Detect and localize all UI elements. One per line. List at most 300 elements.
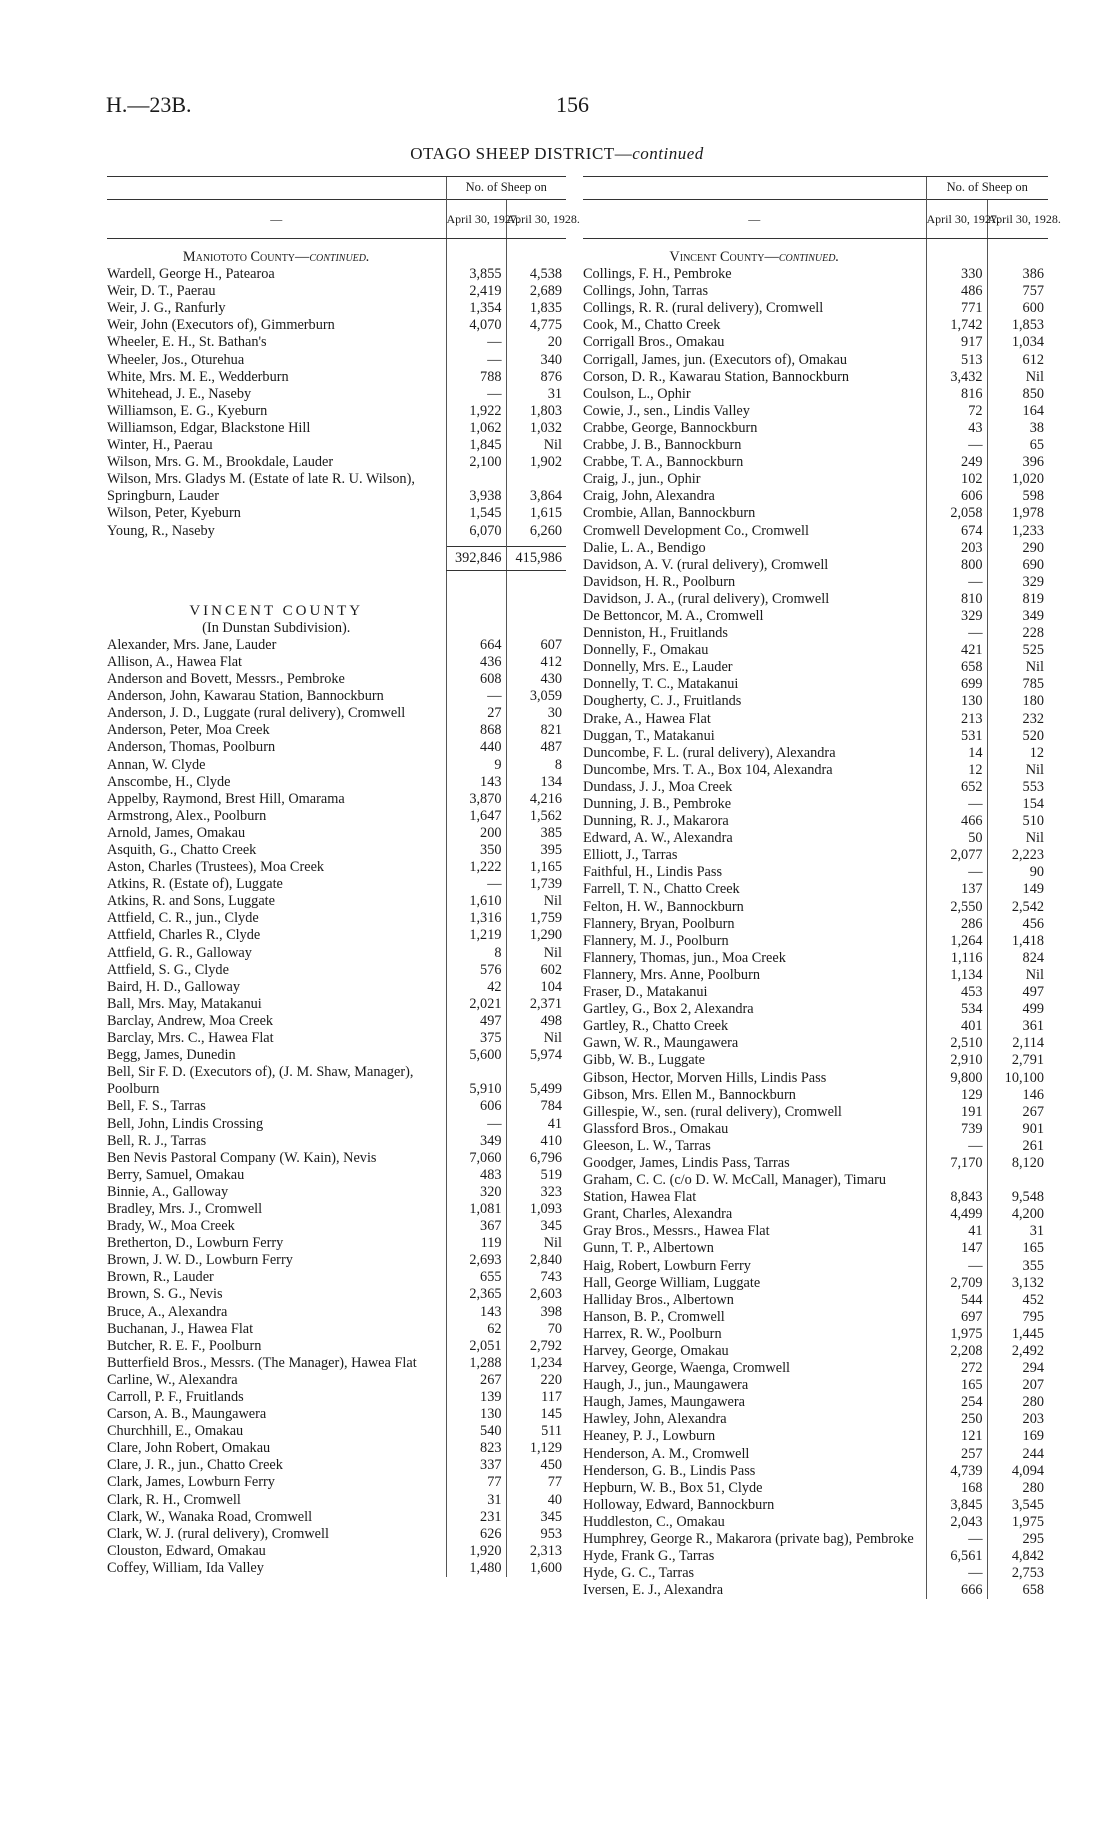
county-heading-vincent-continued-row bbox=[583, 245, 1048, 266]
table-row bbox=[583, 1275, 1048, 1292]
sheep-1928: Nil bbox=[987, 659, 1048, 676]
owner-name: Attfield, C. R., jun., Clyde bbox=[107, 910, 259, 927]
sheep-1927: — bbox=[446, 334, 506, 351]
owner-name: Donnelly, F., Omakau bbox=[583, 642, 709, 659]
owner-name: Clouston, Edward, Omakau bbox=[107, 1542, 266, 1559]
sheep-1927: 4,070 bbox=[446, 317, 506, 334]
sheep-1927: 2,693 bbox=[446, 1252, 506, 1269]
table-row bbox=[583, 642, 1048, 659]
sheep-1927: 14 bbox=[926, 745, 987, 762]
sheep-1928: 386 bbox=[987, 266, 1048, 283]
table-row bbox=[107, 1457, 566, 1474]
table-row bbox=[107, 1389, 566, 1406]
owner-name: Wheeler, Jos., Oturehua bbox=[107, 351, 245, 368]
sheep-1927: 2,910 bbox=[926, 1052, 987, 1069]
table-row bbox=[583, 1223, 1048, 1240]
owner-name: Crabbe, T. A., Bannockburn bbox=[583, 454, 744, 471]
sheep-1928: 1,978 bbox=[987, 505, 1048, 522]
sheep-1927: — bbox=[446, 1116, 506, 1133]
sheep-1927: 1,219 bbox=[446, 927, 506, 944]
table-row bbox=[107, 876, 566, 893]
table-row bbox=[107, 523, 566, 540]
owner-name: Hyde, G. C., Tarras bbox=[583, 1565, 695, 1582]
table-row bbox=[583, 1360, 1048, 1377]
sheep-1927: 50 bbox=[926, 830, 987, 847]
county-total-row bbox=[107, 546, 566, 570]
sheep-1927: 330 bbox=[926, 266, 987, 283]
sheep-1928: 410 bbox=[506, 1133, 566, 1150]
owner-name: Dundass, J. J., Moa Creek bbox=[583, 778, 733, 795]
sheep-1927: 513 bbox=[926, 352, 987, 369]
sheep-1927: 421 bbox=[926, 642, 987, 659]
sheep-1927: 3,855 bbox=[446, 266, 506, 283]
sheep-1927: 2,051 bbox=[446, 1338, 506, 1355]
table-row bbox=[583, 796, 1048, 813]
sheep-1928: 876 bbox=[506, 369, 566, 386]
owner-name: Wilson, Peter, Kyeburn bbox=[107, 505, 241, 522]
table-row bbox=[107, 1286, 566, 1303]
sheep-count-header: No. of Sheep on bbox=[446, 177, 566, 200]
owner-name: Clark, James, Lowburn Ferry bbox=[107, 1474, 275, 1491]
sheep-1928: 323 bbox=[506, 1184, 566, 1201]
sheep-1927: 286 bbox=[926, 916, 987, 933]
table-row bbox=[583, 1480, 1048, 1497]
empty-cell bbox=[446, 570, 506, 593]
table-row bbox=[583, 984, 1048, 1001]
column-header-1928: April 30, 1928. bbox=[506, 200, 566, 239]
owner-name: Felton, H. W., Bannockburn bbox=[583, 898, 744, 915]
sheep-1928: 3,059 bbox=[506, 688, 566, 705]
owner-name: Davidson, H. R., Poolburn bbox=[583, 573, 736, 590]
spacer-row bbox=[107, 570, 566, 593]
owner-name: Huddleston, C., Omakau bbox=[583, 1513, 725, 1530]
owner-name: Gibb, W. B., Luggate bbox=[583, 1052, 705, 1069]
sheep-1928: 1,803 bbox=[506, 403, 566, 420]
empty-cell bbox=[446, 593, 506, 620]
table-row bbox=[583, 283, 1048, 300]
owner-name: Hyde, Frank G., Tarras bbox=[583, 1548, 715, 1565]
sheep-1928: 6,796 bbox=[506, 1150, 566, 1167]
sheep-1928: 602 bbox=[506, 962, 566, 979]
county-heading-maniototo bbox=[107, 245, 446, 266]
owner-name: Elliott, J., Tarras bbox=[583, 847, 678, 864]
sheep-1927: — bbox=[446, 688, 506, 705]
sheep-1927: 2,021 bbox=[446, 996, 506, 1013]
sheep-1928: 1,562 bbox=[506, 808, 566, 825]
table-row bbox=[583, 1463, 1048, 1480]
sheep-1927: 267 bbox=[446, 1372, 506, 1389]
sheep-1927: 2,510 bbox=[926, 1035, 987, 1052]
owner-name: Appelby, Raymond, Brest Hill, Omarama bbox=[107, 790, 345, 807]
sheep-1928: 117 bbox=[506, 1389, 566, 1406]
table-row bbox=[583, 847, 1048, 864]
sheep-1928: 498 bbox=[506, 1013, 566, 1030]
sheep-1928: 598 bbox=[987, 488, 1048, 505]
table-row bbox=[107, 927, 566, 944]
table-row bbox=[583, 1001, 1048, 1018]
sheep-1927: 350 bbox=[446, 842, 506, 859]
sheep-1927: 121 bbox=[926, 1428, 987, 1445]
county-heading-maniototo-text: Maniototo County— bbox=[182, 249, 310, 265]
sheep-1928: 244 bbox=[987, 1446, 1048, 1463]
owner-name: Churchhill, E., Omakau bbox=[107, 1423, 244, 1440]
sheep-1928: 38 bbox=[987, 420, 1048, 437]
owner-name: Hall, George William, Luggate bbox=[583, 1274, 761, 1291]
owner-name: Dunning, J. B., Pembroke bbox=[583, 796, 732, 812]
sheep-1927: 1,647 bbox=[446, 808, 506, 825]
table-row bbox=[107, 637, 566, 654]
sheep-1927: — bbox=[926, 437, 987, 454]
owner-name: Henderson, G. B., Lindis Pass bbox=[583, 1462, 756, 1479]
sheep-1927: 608 bbox=[446, 671, 506, 688]
owner-name: Anderson, Peter, Moa Creek bbox=[107, 722, 270, 739]
sheep-1928: 385 bbox=[506, 825, 566, 842]
table-row bbox=[107, 386, 566, 403]
table-row bbox=[583, 352, 1048, 369]
owner-name: Allison, A., Hawea Flat bbox=[107, 653, 243, 670]
table-row bbox=[107, 1047, 566, 1064]
sheep-1927: 272 bbox=[926, 1360, 987, 1377]
county-heading-vincent-continued-suffix: continued. bbox=[778, 249, 840, 265]
table-row bbox=[107, 757, 566, 774]
sheep-1928: 169 bbox=[987, 1428, 1048, 1445]
sheep-1928: Nil bbox=[987, 830, 1048, 847]
table-row bbox=[583, 1446, 1048, 1463]
sheep-1927: 823 bbox=[446, 1440, 506, 1457]
owner-name: Gleeson, L. W., Tarras bbox=[583, 1137, 711, 1154]
sheep-1927: 12 bbox=[926, 762, 987, 779]
sheep-1927: 486 bbox=[926, 283, 987, 300]
owner-name: Clare, John Robert, Omakau bbox=[107, 1440, 271, 1457]
county-subheading bbox=[107, 620, 446, 637]
table-row bbox=[107, 352, 566, 369]
sheep-1928: 2,753 bbox=[987, 1565, 1048, 1582]
table-row bbox=[107, 1098, 566, 1115]
sheep-1928: 4,200 bbox=[987, 1206, 1048, 1223]
table-row bbox=[583, 1428, 1048, 1445]
owner-name: White, Mrs. M. E., Wedderburn bbox=[107, 368, 289, 385]
owner-name: Hepburn, W. B., Box 51, Clyde bbox=[583, 1479, 763, 1496]
sheep-1928: 146 bbox=[987, 1087, 1048, 1104]
owner-name: Heaney, P. J., Lowburn bbox=[583, 1428, 716, 1445]
owner-name: Binnie, A., Galloway bbox=[107, 1183, 229, 1200]
sheep-1928: 1,290 bbox=[506, 927, 566, 944]
owner-name: Attfield, S. G., Clyde bbox=[107, 961, 229, 978]
owner-name: Graham, C. C. (c/o D. W. McCall, Manager), Timaru Station, Hawea Flat bbox=[583, 1172, 886, 1206]
sheep-1927: 4,499 bbox=[926, 1206, 987, 1223]
table-row bbox=[107, 825, 566, 842]
county-heading-vincent-row bbox=[107, 593, 566, 620]
sheep-1928: 757 bbox=[987, 283, 1048, 300]
owner-name: Wardell, George H., Patearoa bbox=[107, 266, 275, 283]
sheep-1928: 412 bbox=[506, 654, 566, 671]
owner-name: Flannery, M. J., Poolburn bbox=[583, 932, 729, 949]
empty-cell bbox=[987, 245, 1048, 266]
sheep-1927: 1,222 bbox=[446, 859, 506, 876]
sheep-1927: 453 bbox=[926, 984, 987, 1001]
table-row bbox=[107, 688, 566, 705]
table-row bbox=[583, 300, 1048, 317]
table-row bbox=[107, 1150, 566, 1167]
owner-name: Collings, F. H., Pembroke bbox=[583, 266, 732, 283]
table-row bbox=[583, 1240, 1048, 1257]
sheep-1927: 7,170 bbox=[926, 1155, 987, 1172]
owner-name: Harrex, R. W., Poolburn bbox=[583, 1325, 722, 1342]
owner-name: Fraser, D., Matakanui bbox=[583, 984, 708, 1001]
owner-name: Gibson, Hector, Morven Hills, Lindis Pass bbox=[583, 1069, 827, 1086]
name-column-header: — bbox=[583, 200, 926, 239]
table-row bbox=[583, 1548, 1048, 1565]
owner-name: Anderson, John, Kawarau Station, Bannockburn bbox=[107, 688, 384, 705]
owner-name: Drake, A., Hawea Flat bbox=[583, 710, 711, 727]
table-row bbox=[107, 1372, 566, 1389]
sheep-1927: 129 bbox=[926, 1087, 987, 1104]
sheep-1928: 1,902 bbox=[506, 454, 566, 471]
sheep-1927: 606 bbox=[926, 488, 987, 505]
sheep-1927: 436 bbox=[446, 654, 506, 671]
empty-cell bbox=[926, 245, 987, 266]
table-row bbox=[583, 505, 1048, 522]
sheep-1928: 280 bbox=[987, 1480, 1048, 1497]
sheep-1927: 3,845 bbox=[926, 1497, 987, 1514]
sheep-1927: 147 bbox=[926, 1240, 987, 1257]
owner-name: Duncombe, F. L. (rural delivery), Alexandra bbox=[583, 744, 836, 761]
sheep-1927: 810 bbox=[926, 591, 987, 608]
owner-name: Halliday Bros., Albertown bbox=[583, 1291, 734, 1308]
owner-name: Gray Bros., Messrs., Hawea Flat bbox=[583, 1223, 770, 1240]
owner-name: Weir, D. T., Paerau bbox=[107, 283, 216, 300]
sheep-1927: 213 bbox=[926, 711, 987, 728]
table-row bbox=[107, 1543, 566, 1560]
owner-name: Berry, Samuel, Omakau bbox=[107, 1166, 245, 1183]
sheep-1928: 510 bbox=[987, 813, 1048, 830]
sheep-1927: — bbox=[926, 1258, 987, 1275]
sheep-1927: 139 bbox=[446, 1389, 506, 1406]
sheep-1928: 2,492 bbox=[987, 1343, 1048, 1360]
owner-name: Butcher, R. E. F., Poolburn bbox=[107, 1337, 262, 1354]
sheep-1928: 2,371 bbox=[506, 996, 566, 1013]
table-row bbox=[107, 996, 566, 1013]
sheep-1927: 349 bbox=[446, 1133, 506, 1150]
sheep-1928: 499 bbox=[987, 1001, 1048, 1018]
table-row bbox=[107, 910, 566, 927]
sheep-1928: 280 bbox=[987, 1394, 1048, 1411]
owner-name: Clare, J. R., jun., Chatto Creek bbox=[107, 1457, 283, 1474]
sheep-1928: 8,120 bbox=[987, 1155, 1048, 1172]
table-row bbox=[583, 899, 1048, 916]
sheep-1928: 1,600 bbox=[506, 1560, 566, 1577]
table-row bbox=[583, 266, 1048, 283]
owner-name: Asquith, G., Chatto Creek bbox=[107, 842, 257, 858]
sheep-1927: — bbox=[926, 625, 987, 642]
table-row bbox=[107, 722, 566, 739]
sheep-1928: 4,842 bbox=[987, 1548, 1048, 1565]
sheep-1928: 40 bbox=[506, 1492, 566, 1509]
sheep-1928: 220 bbox=[506, 1372, 566, 1389]
sheep-1927: 6,561 bbox=[926, 1548, 987, 1565]
sheep-1927: 367 bbox=[446, 1218, 506, 1235]
table-row bbox=[583, 523, 1048, 540]
table-row bbox=[107, 1133, 566, 1150]
sheep-1927: 800 bbox=[926, 557, 987, 574]
table-row bbox=[583, 369, 1048, 386]
owner-name: Arnold, James, Omakau bbox=[107, 824, 246, 841]
sheep-1928: 1,445 bbox=[987, 1326, 1048, 1343]
sheep-1927: 576 bbox=[446, 962, 506, 979]
table-row bbox=[583, 1411, 1048, 1428]
owner-name: Flannery, Thomas, jun., Moa Creek bbox=[583, 949, 786, 966]
sheep-1928: 795 bbox=[987, 1309, 1048, 1326]
owner-name: Iversen, E. J., Alexandra bbox=[583, 1582, 724, 1599]
sheep-1928: 1,233 bbox=[987, 523, 1048, 540]
table-row bbox=[583, 693, 1048, 710]
table-row bbox=[583, 471, 1048, 488]
table-row bbox=[583, 437, 1048, 454]
sheep-1927: 2,709 bbox=[926, 1275, 987, 1292]
table-row bbox=[107, 369, 566, 386]
sheep-1927: 137 bbox=[926, 881, 987, 898]
owner-name: Whitehead, J. E., Naseby bbox=[107, 385, 252, 402]
sheep-1927: 203 bbox=[926, 540, 987, 557]
table-row bbox=[583, 557, 1048, 574]
sheep-1927: 788 bbox=[446, 369, 506, 386]
owner-name: Coulson, L., Ophir bbox=[583, 385, 691, 402]
table-row bbox=[107, 1201, 566, 1218]
table-row bbox=[583, 1121, 1048, 1138]
sheep-1928: Nil bbox=[987, 762, 1048, 779]
sheep-1928: 525 bbox=[987, 642, 1048, 659]
sheep-1927: 1,134 bbox=[926, 967, 987, 984]
table-row bbox=[107, 774, 566, 791]
owner-name: Annan, W. Clyde bbox=[107, 756, 206, 773]
owner-name: Winter, H., Paerau bbox=[107, 437, 213, 454]
sheep-1928: 345 bbox=[506, 1509, 566, 1526]
owner-name: Wilson, Mrs. Gladys M. (Estate of late R. U. Wilson), Springburn, Lauder bbox=[107, 471, 415, 505]
table-row bbox=[107, 1526, 566, 1543]
sheep-1928: 450 bbox=[506, 1457, 566, 1474]
owner-name: Crabbe, J. B., Bannockburn bbox=[583, 437, 742, 454]
table-row bbox=[583, 1104, 1048, 1121]
sheep-1927: 531 bbox=[926, 728, 987, 745]
owner-name: Goodger, James, Lindis Pass, Tarras bbox=[583, 1154, 790, 1171]
sheep-1928: 819 bbox=[987, 591, 1048, 608]
table-row bbox=[107, 1064, 566, 1098]
sheep-1928: Nil bbox=[506, 437, 566, 454]
empty-cell bbox=[506, 620, 566, 637]
sheep-1928: 2,689 bbox=[506, 283, 566, 300]
table-row bbox=[107, 979, 566, 996]
sheep-1928: 824 bbox=[987, 950, 1048, 967]
sheep-1927: 1,975 bbox=[926, 1326, 987, 1343]
owner-name: Anderson and Bovett, Messrs., Pembroke bbox=[107, 671, 345, 688]
sheep-1927: 3,432 bbox=[926, 369, 987, 386]
owner-name: Begg, James, Dunedin bbox=[107, 1047, 236, 1064]
sheep-1928: 349 bbox=[987, 608, 1048, 625]
sheep-1927: 1,480 bbox=[446, 1560, 506, 1577]
owner-name: Armstrong, Alex., Poolburn bbox=[107, 807, 267, 824]
sheep-1927: 483 bbox=[446, 1167, 506, 1184]
owner-name: Williamson, E. G., Kyeburn bbox=[107, 402, 268, 419]
owner-name: Cowie, J., sen., Lindis Valley bbox=[583, 402, 750, 419]
table-row bbox=[583, 1343, 1048, 1360]
sheep-1927: 250 bbox=[926, 1411, 987, 1428]
owner-name: Atkins, R. (Estate of), Luggate bbox=[107, 876, 283, 893]
sheep-1927: 1,316 bbox=[446, 910, 506, 927]
owner-name: Flannery, Mrs. Anne, Poolburn bbox=[583, 966, 760, 983]
sheep-1928: 2,223 bbox=[987, 847, 1048, 864]
owner-name: Attfield, G. R., Galloway bbox=[107, 944, 252, 961]
sheep-1927: 165 bbox=[926, 1377, 987, 1394]
owner-name: Haig, Robert, Lowburn Ferry bbox=[583, 1257, 751, 1274]
sheep-1928: Nil bbox=[506, 945, 566, 962]
table-row bbox=[583, 403, 1048, 420]
owner-name: Ball, Mrs. May, Matakanui bbox=[107, 995, 262, 1012]
table-row bbox=[583, 1565, 1048, 1582]
sheep-1927: 41 bbox=[926, 1223, 987, 1240]
sheep-1928: 145 bbox=[506, 1406, 566, 1423]
sheep-1928: 203 bbox=[987, 1411, 1048, 1428]
sheep-1928: 290 bbox=[987, 540, 1048, 557]
sheep-1927: 9 bbox=[446, 757, 506, 774]
total-1927: 392,846 bbox=[446, 546, 506, 570]
owner-name: Holloway, Edward, Bannockburn bbox=[583, 1496, 775, 1513]
sheep-1927: 102 bbox=[926, 471, 987, 488]
sheep-1927: 1,116 bbox=[926, 950, 987, 967]
empty-cell bbox=[446, 620, 506, 637]
document-reference: H.—23B. bbox=[106, 92, 192, 117]
owner-name: Craig, J., jun., Ophir bbox=[583, 471, 701, 488]
table-row bbox=[107, 739, 566, 756]
right-column-table bbox=[583, 176, 1061, 1599]
owner-name: Ben Nevis Pastoral Company (W. Kain), Nevis bbox=[107, 1149, 377, 1166]
sheep-1927: 8,843 bbox=[926, 1172, 987, 1206]
sheep-1928: 456 bbox=[987, 916, 1048, 933]
sheep-1928: 607 bbox=[506, 637, 566, 654]
sheep-1927: 771 bbox=[926, 300, 987, 317]
sheep-1928: 1,759 bbox=[506, 910, 566, 927]
owner-name: Grant, Charles, Alexandra bbox=[583, 1206, 733, 1223]
table-row bbox=[107, 300, 566, 317]
owner-name: Corrigall Bros., Omakau bbox=[583, 334, 725, 351]
sheep-1927: 7,060 bbox=[446, 1150, 506, 1167]
sheep-1927: 739 bbox=[926, 1121, 987, 1138]
owner-name: Clark, W. J. (rural delivery), Cromwell bbox=[107, 1525, 329, 1542]
owner-name: Faithful, H., Lindis Pass bbox=[583, 864, 723, 881]
sheep-1928: 180 bbox=[987, 693, 1048, 710]
table-row bbox=[107, 1184, 566, 1201]
sheep-1928: 1,032 bbox=[506, 420, 566, 437]
owner-name: Alexander, Mrs. Jane, Lauder bbox=[107, 636, 277, 653]
table-row bbox=[107, 1355, 566, 1372]
sheep-1927: 337 bbox=[446, 1457, 506, 1474]
sheep-1927: 1,610 bbox=[446, 893, 506, 910]
table-row bbox=[107, 808, 566, 825]
table-row bbox=[107, 1440, 566, 1457]
sheep-1927: 31 bbox=[446, 1492, 506, 1509]
sheep-1928: 1,975 bbox=[987, 1514, 1048, 1531]
sheep-1928: Nil bbox=[987, 967, 1048, 984]
sheep-1928: 1,418 bbox=[987, 933, 1048, 950]
sheep-1927: 1,288 bbox=[446, 1355, 506, 1372]
table-row bbox=[107, 1030, 566, 1047]
sheep-1927: 130 bbox=[446, 1406, 506, 1423]
sheep-1928: 2,313 bbox=[506, 1543, 566, 1560]
table-row bbox=[583, 420, 1048, 437]
sheep-1928: 154 bbox=[987, 796, 1048, 813]
sheep-1928: 165 bbox=[987, 1240, 1048, 1257]
owner-name: Coffey, William, Ida Valley bbox=[107, 1559, 264, 1576]
owner-name: Bell, F. S., Tarras bbox=[107, 1098, 206, 1115]
